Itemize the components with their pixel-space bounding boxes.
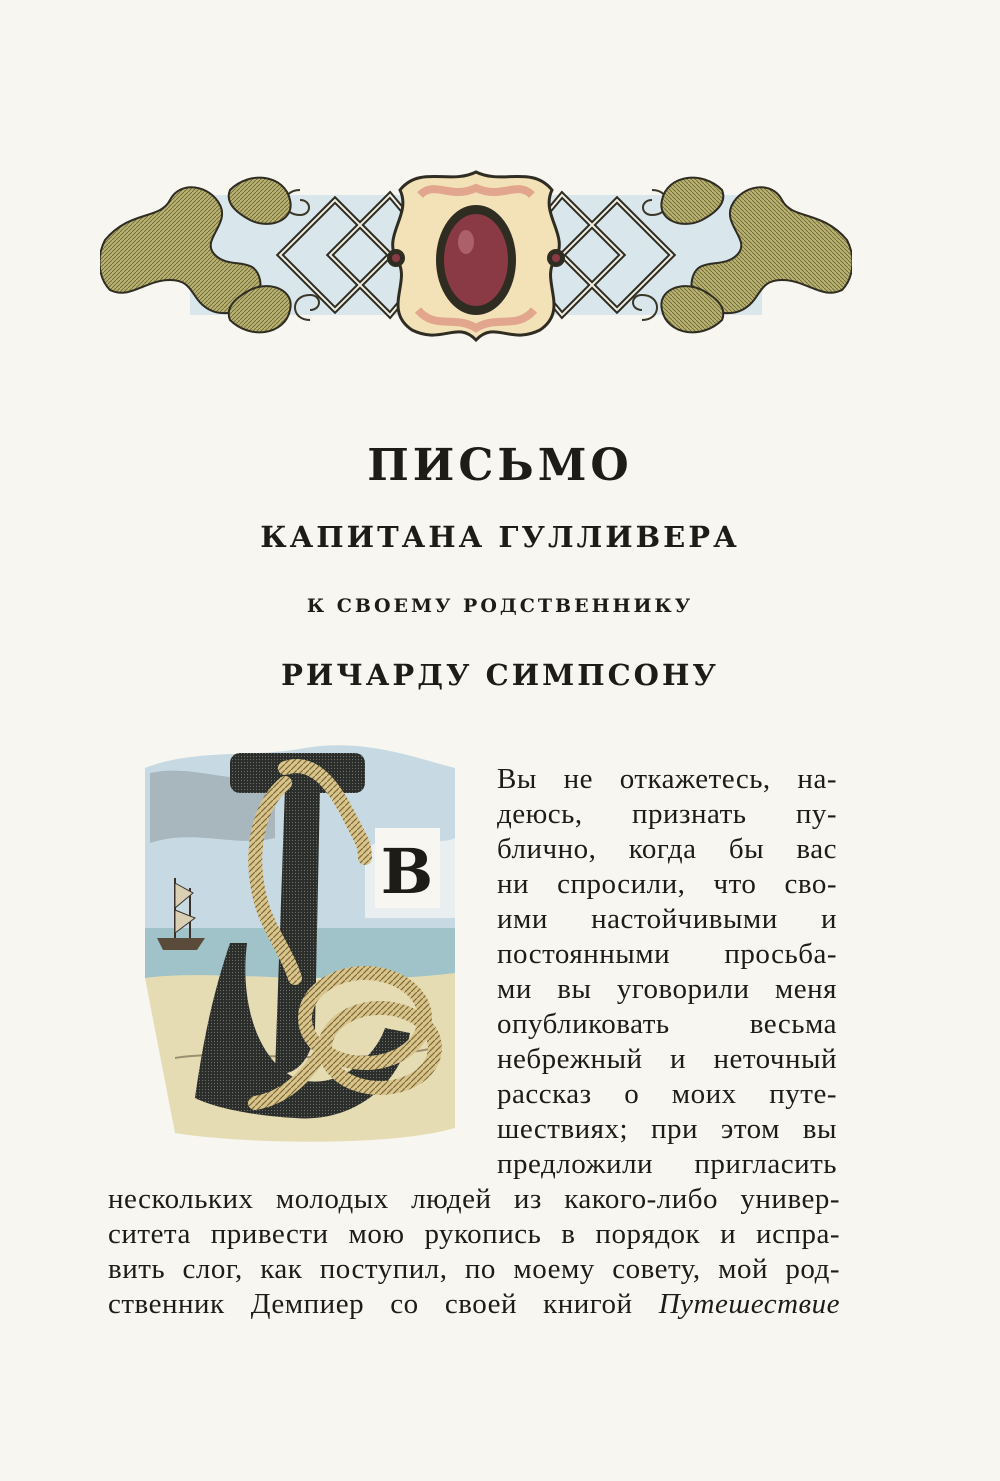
text-line: постоянными просьба- xyxy=(497,938,837,970)
text-line: нескольких молодых людей из какого-либо универ- xyxy=(108,1183,840,1215)
text-line: деюсь, признать пу- xyxy=(497,798,837,830)
text-line: небрежный и неточный xyxy=(497,1043,837,1075)
title-captain: КАПИТАНА ГУЛЛИВЕРА xyxy=(260,520,740,554)
text-line: вить слог, как поступил, по моему совету, мой род- xyxy=(108,1253,840,1285)
anchor-illustration xyxy=(135,728,465,1158)
ornamental-headpiece xyxy=(100,160,852,350)
book-title-italic: Путешествие xyxy=(658,1288,841,1320)
body-text-narrow xyxy=(497,762,837,1182)
text-line: ими настойчивыми и xyxy=(497,903,837,935)
text-line: предложили пригласить xyxy=(497,1148,837,1180)
title-recipient-name: РИЧАРДУ СИМПСОНУ xyxy=(281,658,719,692)
title-letter: ПИСЬМО xyxy=(367,440,633,491)
text-line-start: ственник Демпиер со своей книгой xyxy=(108,1288,633,1320)
body-text-wide xyxy=(108,1182,840,1322)
text-line: рассказ о моих путе- xyxy=(497,1078,837,1110)
text-line: ми вы уговорили меня xyxy=(497,973,837,1005)
text-line: блично, когда бы вас xyxy=(497,833,837,865)
text-line: Вы не откажетесь, на- xyxy=(497,763,837,795)
text-line: шествиях; при этом вы xyxy=(497,1113,837,1145)
drop-cap: В xyxy=(380,835,434,908)
text-line: ситета привести мою рукопись в порядок и испра- xyxy=(108,1218,840,1250)
text-line: опубликовать весьма xyxy=(497,1008,837,1040)
title-recipient-relation: К СВОЕМУ РОДСТВЕННИКУ xyxy=(306,595,694,617)
text-line-last xyxy=(108,1287,840,1322)
text-line: ни спросили, что сво- xyxy=(497,868,837,900)
